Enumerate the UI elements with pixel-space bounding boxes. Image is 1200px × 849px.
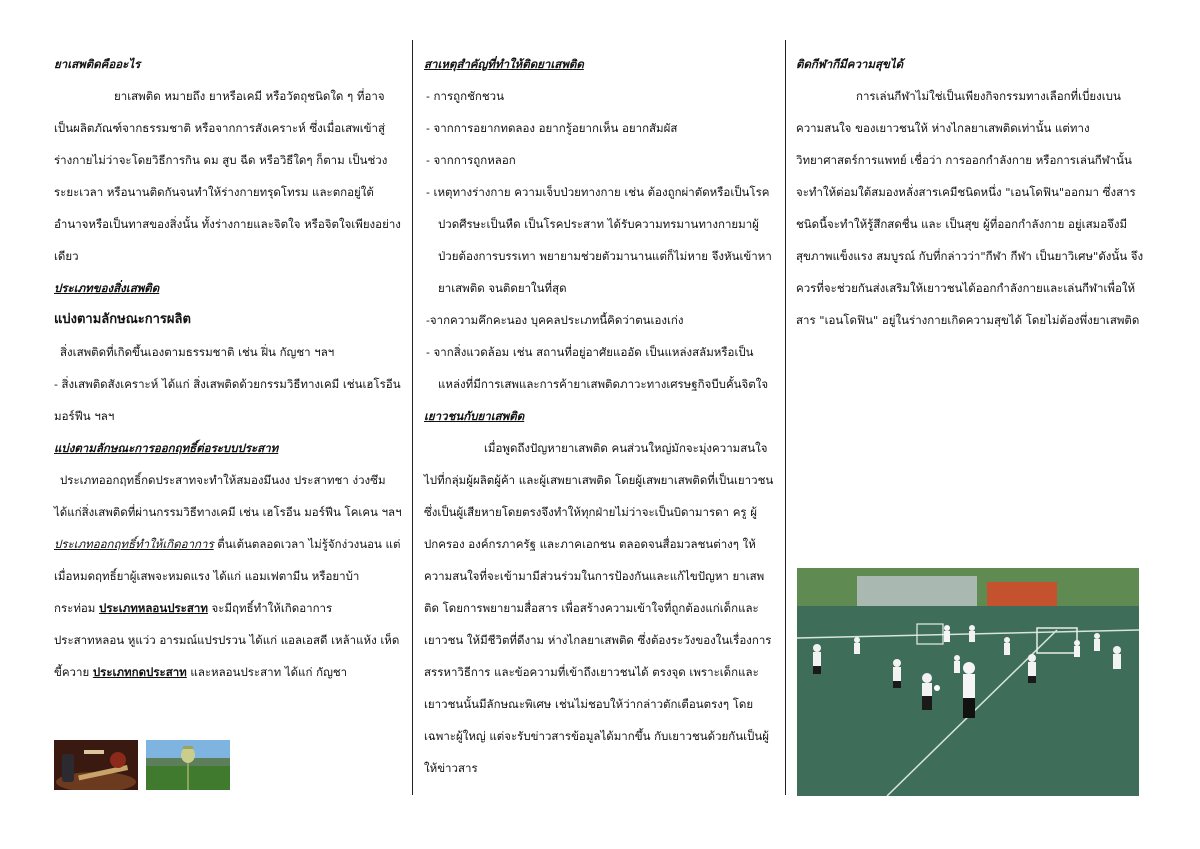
column-divider-1 [412,40,413,795]
cause-item-3: - จากการถูกหลอก [426,153,516,167]
text-hallucinogen-type: ประเภทหลอนประสาท [99,601,208,615]
cause-item-5: -จากความคึกคะนอง บุคคลประเภทนี้คิดว่าตนเองเก่ง [426,313,684,327]
text-stimulant-desc: ตื่นเต้นตลอดเวลา ไม่รู้จักง่วงนอน แต่เมื่อหมดฤทธิ์ยาผู้เสพจะหมดแรง ได้แก่ แอมเฟตามีน หรือยาบ้า กระท่อม [54,537,401,615]
text-mixed-desc: และหลอนประสาท ได้แก่ กัญชา [186,665,348,679]
heading-causes: สาเหตุสำคัญที่ทำให้ติดยาเสพติด [424,57,584,71]
poppy-field-image [146,740,230,790]
list-item-synthetic: - สิ่งเสพติดสังเคราะห์ ได้แก่ สิ่งเสพติดด้วยกรรมวิธีทางเคมี เช่นเฮโรอีน มอร์ฟีน ฯลฯ [54,377,401,423]
heading-drug-types: ประเภทของสิ่งเสพติด [54,281,160,295]
cause-item-6: - จากสิ่งแวดล้อม เช่น สถานที่อยู่อาศัยแออัด เป็นแหล่งสลัมหรือเป็นแหล่งที่มีการเสพและการค้ายาเสพติดภาวะทางเศรษฐกิจบีบคั้นจิตใจ [426,345,769,391]
subheading-by-production: แบ่งตามลักษณะการผลิต [54,312,191,327]
drug-paraphernalia-image [54,740,138,790]
paragraph-nervous-effect [54,464,402,688]
text-depressant: ประเภทออกฤทธิ์กดประสาทจะทำให้สมองมึนงง ประสาทชา ง่วงซึม ได้แก่สิ่งเสพติดที่ผ่านกรรมวิธีทางเคมี เช่น เฮโรอีน มอร์ฟีน โคเคน ฯลฯ [54,473,402,519]
paragraph-youth-and-drugs: เมื่อพูดถึงปัญหายาเสพติด คนส่วนใหญ่มักจะมุ่งความสนใจไปที่กลุ่มผู้ผลิตผู้ค้า และผู้เสพยาเสพติด โดยผู้เสพยาเสพติดที่เป็นเยาวชนซึ่งเป็นผู้เสียหายโดยตรงจึงทำให้ทุกฝ่ายไม่ว่าจะเป็นบิดามารดา ครู ผู้ปกครอง องค์กรภาครัฐ และภาคเอกชน ตลอดจนสื่อมวลชนต่างๆ ให้ความสนใจที่จะเข้ามามีส่วนร่วมในการป้องกันและแก้ไขปัญหา ยาเสพติด โดยการพยายามสื่อสาร เพื่อสร้างความเข้าใจที่ถูกต้องแก่เด็กและเยาวชน ให้มีชีวิตที่ดีงาม ห่างไกลยาเสพติด ซึ่งต้องระวังของในเรื่องการสรรหาวิธีการ และข้อความที่เข้าถึงเยาวชนได้ ตรงจุด เพราะเด็กและเยาวชนนั้นมีลักษณะพิเศษ เช่นไม่ชอบให้ว่ากล่าวตักเตือนตรงๆ โดยเฉพาะผู้ใหญ่ แต่จะรับข่าวสารข้อมูลได้มากขึ้น กับเยาวชนด้วยกันเป็นผู้ให้ข่าวสาร [424,441,774,775]
text-stimulant-type: ประเภทออกฤทธิ์ทำให้เกิดอาการ [54,537,214,551]
cause-item-1: - การถูกชักชวน [426,89,504,103]
heading-sport-happiness: ติดกีฬากีมีความสุขได้ [796,57,904,71]
heading-what-is-drug: ยาเสพติดคืออะไร [54,57,141,71]
column-2 [424,48,776,784]
heading-youth-and-drugs: เยาวชนกับยาเสพติด [424,409,525,423]
text-hallucinogen-desc: จะมีฤทธิ์ทำให้เกิดอาการประสาทหลอน หูแว่ว อารมณ์แปรปรวน ได้แก่ แอลเอสดี เหล้าแห้ง เห็ดขี้ควาย [54,601,400,679]
thumbnail-row [54,740,233,790]
cause-item-2: - จากการอยากทดลอง อยากรู้อยากเห็น อยากสัมผัส [426,121,678,135]
text-mixed-type: ประเภทกดประสาท [92,665,187,679]
column-divider-2 [785,40,786,795]
list-item-natural: สิ่งเสพติดที่เกิดขึ้นเองตามธรรมชาติ เช่น ฝิ่น กัญชา ฯลฯ [60,345,335,359]
cause-item-4: - เหตุทางร่างกาย ความเจ็บป่วยทางกาย เช่น ต้องถูกผ่าตัดหรือเป็นโรคปวดศีรษะเป็นหืด เป็นโรคประสาท ได้รับความทรมานทางกายมาผู้ป่วยต้องการบรรเทา พยายามช่วยตัวมานานแต่ก็ไม่หาย จึงหันเข้าหายาเสพติด จนติดยาในที่สุด [426,185,772,295]
paragraph-drug-definition: ยาเสพติด หมายถึง ยาหรือเคมี หรือวัตถุชนิดใด ๆ ที่อาจเป็นผลิตภัณฑ์จากธรรมชาติ หรือจากการสังเคราะห์ ซึ่งเมื่อเสพเข้าสู่ร่างกายไม่ว่าจะโดยวิธีการกิน ดม สูบ ฉีด หรือวิธีใดๆ ก็ตาม เป็นช่วงระยะเวลา หรือนานติดกันจนทำให้ร่างกายทรุดโทรม และตกอยู่ใต้อำนาจหรือเป็นทาสของสิ่งนั้น ทั้งร่างกายและจิตใจ หรือจิตใจเพียงอย่างเดียว [54,89,401,263]
football-photo [797,568,1139,796]
column-1 [54,48,402,688]
column-3 [796,48,1144,336]
paragraph-sport-happiness: การเล่นกีฬาไม่ใช่เป็นเพียงกิจกรรมทางเลือกที่เบี่ยงเบน ความสนใจ ของเยาวชนให้ ห่างไกลยาเสพติดเท่านั้น แต่ทางวิทยาศาสตร์การแพทย์ เชื่อว่า การออกกำลังกาย หรือการเล่นกีฬานั้น จะทำให้ต่อมใต้สมองหลั่งสารเคมีชนิดหนึ่ง "เอนโดฟิน"ออกมา ซึ่งสารชนิดนี้จะทำให้รู้สึกสดชื่น และ เป็นสุข ผู้ที่ออกกำลังกาย อยู่เสมอจึงมีสุขภาพแข็งแรง สมบูรณ์ กับที่กล่าวว่า"กีฬา กีฬา เป็นยาวิเศษ"ดังนั้น จึงควรที่จะช่วยกันส่งเสริมให้เยาวชนได้ออกกำลังกายและเล่นกีฬาเพื่อให้สาร "เอนโดฟิน" อยู่ในร่างกายเกิดความสุขได้ โดยไม่ต้องพึ่งยาเสพติด [796,89,1144,327]
heading-by-nervous-effect: แบ่งตามลักษณะการออกฤทธิ์ต่อระบบประสาท [54,441,279,455]
